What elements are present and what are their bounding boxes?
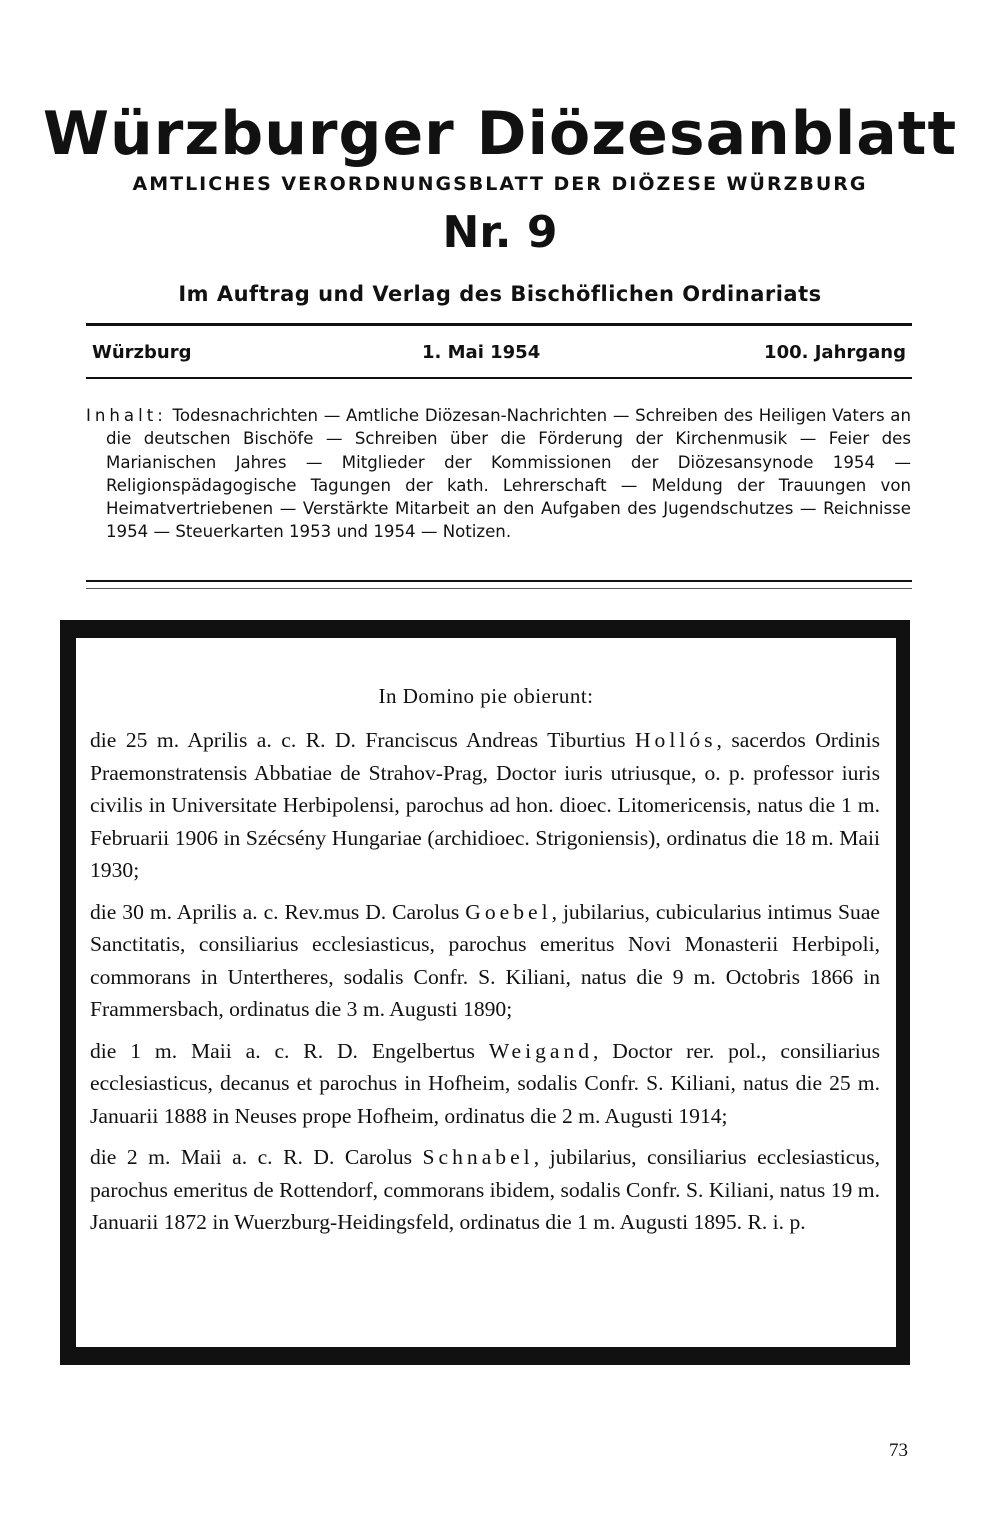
entry-text-before: die 1 m. Maii a. c. R. D. Engelbertus — [90, 1038, 489, 1063]
contents-label: Inhalt: — [86, 406, 167, 425]
obituary-entry — [90, 896, 880, 1026]
publisher-line: Im Auftrag und Verlag des Bischöflichen Ordinariats — [178, 282, 822, 306]
entry-text-before: die 25 m. Aprilis a. c. R. D. Franciscus Andreas Tiburtius — [90, 728, 635, 752]
issue-date: 1. Mai 1954 — [422, 342, 541, 363]
obituary-entry — [90, 1141, 880, 1239]
obituary-entries — [90, 724, 880, 1239]
page-number: 73 — [889, 1440, 908, 1461]
entry-text-after: , jubilarius, cubicularius intimus Suae Sanctitatis, consiliarius ecclesiasticus, parochus emeritus Novi Monasterii Herbipoli, commorans in Untertheres, sodalis Confr. S. Kiliani, natus die 9 m. Octobris 1866 in Frammersbach, ordinatus die 3 m. Augusti 1890; — [90, 899, 880, 1021]
entry-text-before: die 30 m. Aprilis a. c. Rev.mus D. Carolus — [90, 899, 466, 924]
entry-text-after: , jubilarius, consiliarius ecclesiasticus, parochus emeritus de Rottendorf, commorans ibidem, sodalis Confr. S. Kiliani, natus 19 m. Januarii 1872 in Wuerzburg-Heidingsfeld, ordinatus die 1 m. Augusti 1895. R. i. p. — [90, 1145, 880, 1234]
contents-rule-thin — [86, 588, 912, 589]
issue-number: Nr. 9 — [442, 207, 558, 258]
issue-place: Würzburg — [92, 342, 192, 363]
entry-surname: Goebel — [465, 899, 552, 924]
issue-info-bar — [86, 338, 912, 368]
entry-surname: Schnabel — [422, 1145, 534, 1169]
obituary-entry — [90, 1035, 880, 1133]
contents-rule — [86, 580, 912, 582]
entry-text-before: die 2 m. Maii a. c. R. D. Carolus — [90, 1145, 423, 1169]
contents-text: Todesnachrichten — Amtliche Diözesan-Nachrichten — Schreiben des Heiligen Vaters an die deutschen Bischöfe — Schreiben über die Förderung der Kirchenmusik — Feier des Marianischen Jahres — Mitglieder der Kommissionen der Diözesansynode 1954 — Religionspädagogische Tagungen der kath. Lehrerschaft — Meldung der Trauungen von Heimatvertriebenen — Verstärkte Mitarbeit an den Aufgaben des Jugendschutzes — Reichnisse 1954 — Steuerkarten 1953 und 1954 — Notizen. — [106, 406, 911, 542]
obituary-heading: In Domino pie obierunt: — [378, 684, 594, 708]
issue-volume: 100. Jahrgang — [764, 342, 906, 363]
obituary-entry — [90, 724, 880, 887]
entry-text-after: , sacerdos Ordinis Praemonstratensis Abbatiae de Strahov-Prag, Doctor iuris utriusque, o. p. professor iuris civilis in Universitate Herbipolensi, parochus ad hon. dioec. Litomericensis, natus die 1 m. Februarii 1906 in Szécsény Hungariae (archidioec. Strigoniensis), ordinatus die 18 m. Maii 1930; — [90, 728, 880, 882]
obituary-box — [60, 620, 910, 1365]
masthead-subtitle: AMTLICHES VERORDNUNGSBLATT DER DIÖZESE WÜRZBURG — [132, 173, 868, 195]
masthead-title: Würzburger Diözesanblatt — [42, 99, 958, 169]
entry-text-after: , Doctor rer. pol., consiliarius ecclesiasticus, decanus et parochus in Hofheim, sodalis Confr. S. Kiliani, natus die 25 m. Januarii 1888 in Neuses prope Hofheim, ordinatus die 2 m. Augusti 1914; — [90, 1038, 880, 1128]
top-rule — [86, 323, 912, 326]
table-of-contents — [86, 404, 911, 544]
info-bar-rule — [86, 377, 912, 379]
entry-surname: Hollós — [634, 728, 717, 752]
entry-surname: Weigand — [488, 1038, 594, 1063]
